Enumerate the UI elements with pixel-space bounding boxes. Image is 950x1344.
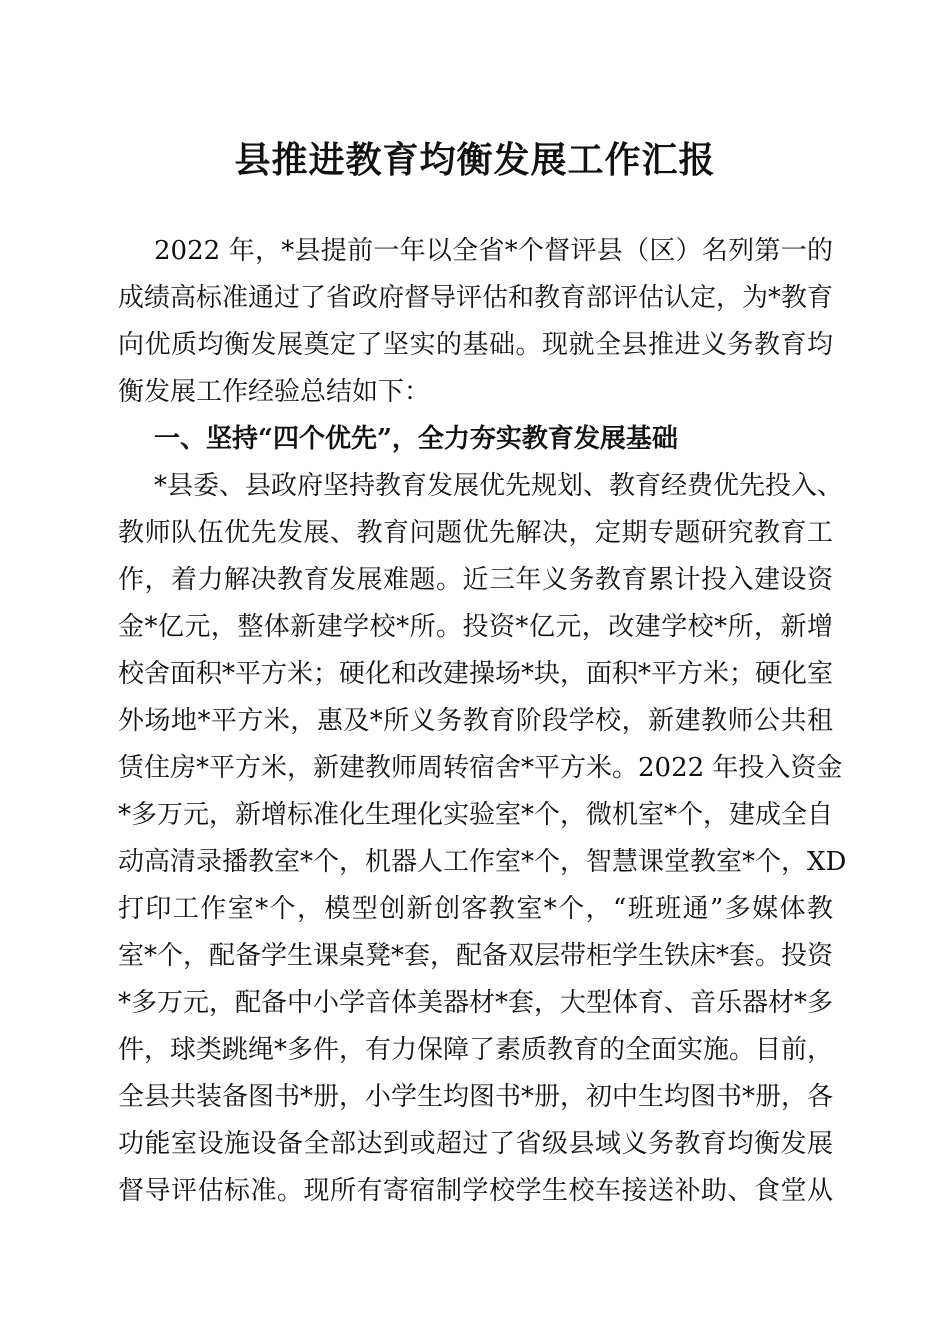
body-line: *多万元，新增标准化生理化实验室*个，微机室*个，建成全自 [118, 800, 834, 830]
body-line: *县委、县政府坚持教育发展优先规划、教育经费优先投入、 [154, 471, 844, 501]
body-line: *多万元，配备中小学音体美器材*套，大型体育、音乐器材*多 [118, 988, 834, 1018]
body-line: 动高清录播教室*个，机器人工作室*个，智慧课堂教室*个，XD [118, 847, 847, 877]
body-line: 向优质均衡发展奠定了坚实的基础。现就全县推进义务教育均 [118, 330, 833, 360]
body-line: 金*亿元，整体新建学校*所。投资*亿元，改建学校*所，新增 [118, 612, 833, 642]
body-line: 成绩高标准通过了省政府督导评估和教育部评估认定，为*教育 [118, 283, 834, 313]
section-heading: 一、坚持“四个优先”，全力夯实教育发展基础 [154, 424, 678, 454]
body-line: 件，球类跳绳*多件，有力保障了素质教育的全面实施。目前， [118, 1035, 834, 1065]
body-line: 外场地*平方米，惠及*所义务教育阶段学校，新建教师公共租 [118, 706, 833, 736]
document-body [118, 228, 847, 1215]
body-line: 功能室设施设备全部达到或超过了省级县域义务教育均衡发展 [118, 1129, 833, 1159]
document-title: 县推进教育均衡发展工作汇报 [234, 139, 716, 181]
body-line: 督导评估标准。现所有寄宿制学校学生校车接送补助、食堂从 [118, 1176, 833, 1206]
body-line: 2022 年，*县提前一年以全省*个督评县（区）名列第一的 [154, 236, 833, 266]
body-line: 全县共装备图书*册，小学生均图书*册，初中生均图书*册，各 [118, 1082, 834, 1112]
body-line: 赁住房*平方米，新建教师周转宿舍*平方米。2022 年投入资金 [118, 753, 843, 783]
body-line: 衡发展工作经验总结如下： [118, 377, 431, 407]
body-line: 作，着力解决教育发展难题。近三年义务教育累计投入建设资 [118, 565, 833, 595]
body-line: 打印工作室*个，模型创新创客教室*个，“班班通”多媒体教 [118, 894, 833, 924]
body-line: 教师队伍优先发展、教育问题优先解决，定期专题研究教育工 [118, 518, 833, 548]
body-line: 校舍面积*平方米；硬化和改建操场*块，面积*平方米；硬化室 [118, 659, 834, 689]
body-line: 室*个，配备学生课桌凳*套，配备双层带柜学生铁床*套。投资 [118, 941, 834, 971]
